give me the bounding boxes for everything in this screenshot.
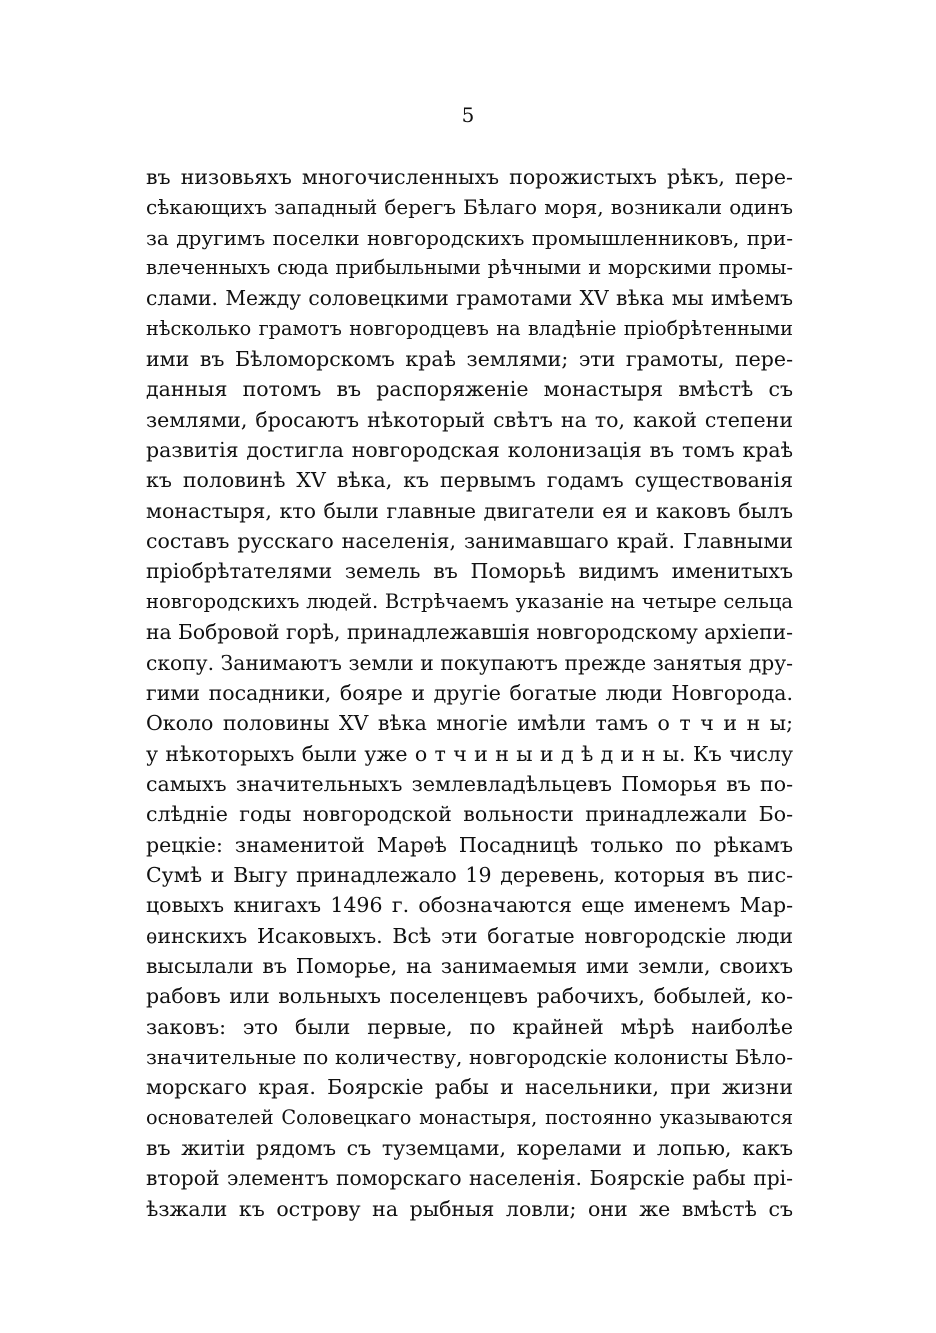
text-line: у нѣкоторыхъ были уже о т ч и н ы и д ѣ д и н ы. Къ числу	[146, 741, 793, 766]
text-line: развитія достигла новгородская колонизація въ томъ краѣ	[146, 438, 793, 463]
text-line: пріобрѣтателями земель въ Поморьѣ видимъ именитыхъ	[146, 559, 793, 584]
text-line: рецкіе: знаменитой Марѳѣ Посадницѣ только по рѣкамъ	[146, 832, 793, 857]
text-line: монастыря, кто были главные двигатели ея и каковъ былъ	[146, 498, 793, 523]
text-line: ѣзжали къ острову на рыбныя ловли; они же вмѣстѣ съ	[146, 1196, 793, 1221]
text-line: высылали въ Поморье, на занимаемыя ими земли, своихъ	[146, 953, 793, 978]
text-line: за другимъ поселки новгородскихъ промышленниковъ, при-	[146, 225, 793, 250]
text-line: значительные по количеству, новгородскіе колонисты Бѣло-	[146, 1044, 793, 1069]
text-line: влеченныхъ сюда прибыльными рѣчными и морскими промы-	[146, 256, 793, 280]
page-number: 5	[461, 103, 475, 127]
text-line: въ низовьяхъ многочисленныхъ порожистыхъ рѣкъ, пере-	[146, 165, 793, 189]
text-line: ими въ Бѣломорскомъ краѣ землями; эти грамоты, пере-	[146, 347, 793, 372]
text-line: въ житіи рядомъ съ туземцами, корелами и лопью, какъ	[146, 1136, 793, 1160]
text-line: къ половинѣ XV вѣка, къ первымъ годамъ существованія	[146, 468, 793, 493]
text-line: скопу. Занимаютъ земли и покупаютъ прежде занятыя дру-	[146, 650, 793, 675]
text-line: сѣкающихъ западный берегъ Бѣлаго моря, возникали одинъ	[146, 195, 793, 220]
text-line: Около половины XV вѣка многіе имѣли тамъ о т ч и н ы;	[146, 711, 793, 736]
text-line: основателей Соловецкаго монастыря, постоянно указываются	[146, 1105, 793, 1129]
text-line: второй элементъ поморскаго населенія. Боярскіе рабы прі-	[146, 1166, 793, 1191]
text-line: нѣсколько грамотъ новгородцевъ на владѣніе пріобрѣтенными	[146, 316, 793, 340]
body-text	[146, 162, 793, 1224]
text-line: составъ русскаго населенія, занимавшаго край. Главными	[146, 529, 793, 554]
text-line: слами. Между соловецкими грамотами XV вѣка мы имѣемъ	[146, 286, 793, 311]
text-line: данныя потомъ въ распоряженіе монастыря вмѣстѣ съ	[146, 377, 793, 402]
text-line: цовыхъ книгахъ 1496 г. обозначаются еще именемъ Мар-	[146, 893, 793, 918]
text-line: землями, бросаютъ нѣкоторый свѣтъ на то, какой степени	[146, 407, 793, 432]
text-line: на Бобровой горѣ, принадлежавшія новгородскому архіепи-	[146, 620, 793, 645]
text-line: морскаго края. Боярскіе рабы и насельники, при жизни	[146, 1075, 793, 1100]
text-line: новгородскихъ людей. Встрѣчаемъ указаніе на четыре сельца	[146, 589, 793, 613]
text-line: рабовъ или вольныхъ поселенцевъ рабочихъ, бобылей, ко-	[146, 984, 793, 1009]
text-line: гими посадники, бояре и другіе богатые люди Новгорода.	[146, 680, 793, 705]
text-line: Сумѣ и Выгу принадлежало 19 деревень, которыя въ пис-	[146, 862, 793, 887]
text-line: слѣдніе годы новгородской вольности принадлежали Бо-	[146, 802, 793, 827]
text-line: ѳинскихъ Исаковыхъ. Всѣ эти богатые новгородскіе люди	[146, 923, 793, 948]
text-line: самыхъ значительныхъ землевладѣльцевъ Поморья въ по-	[146, 771, 793, 796]
text-line: заковъ: это были первые, по крайней мѣрѣ наиболѣе	[146, 1014, 793, 1039]
